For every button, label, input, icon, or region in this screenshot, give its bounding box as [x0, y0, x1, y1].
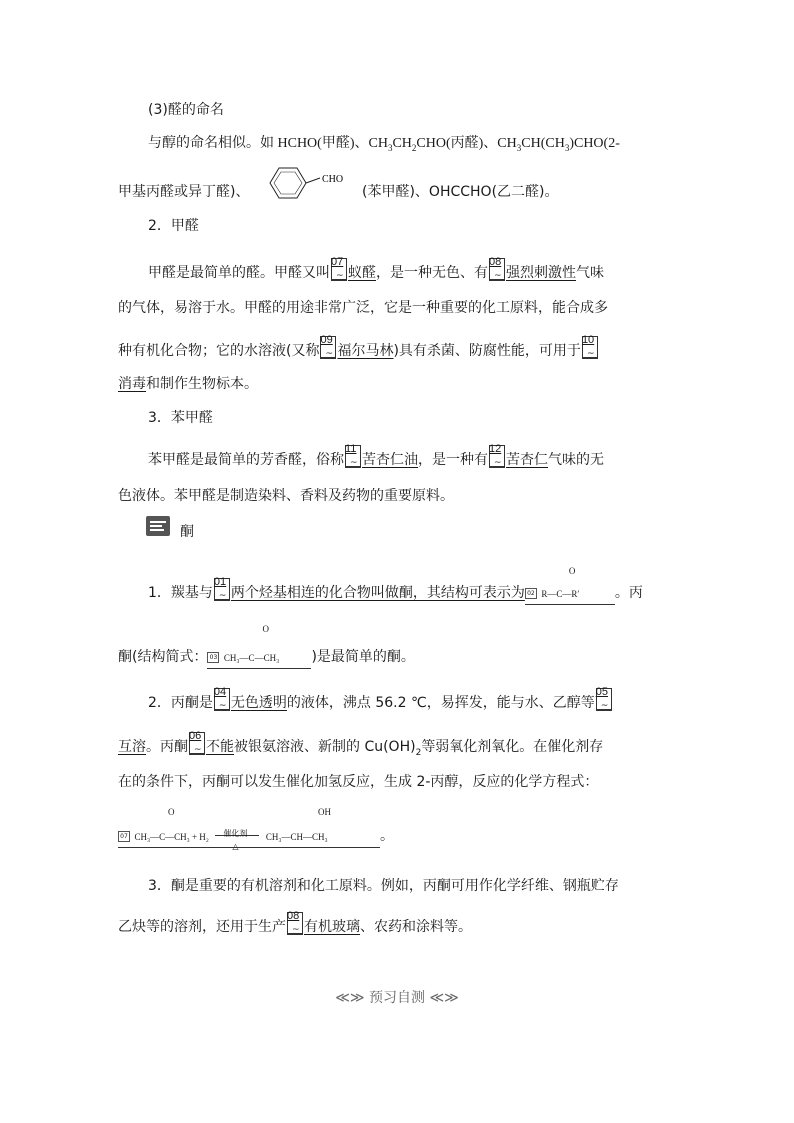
naming-text-2b: (苯甲醛)、OHCCHO(乙二醛)。: [362, 184, 559, 200]
blank-09[interactable]: 09 ~: [320, 336, 336, 359]
ketone-text-1: 1．羰基与 01 ~ 两个烃基相连的化合物叫做酮，其结构可表示为 02 R—C—R′ O 。丙: [148, 578, 643, 605]
blank-05[interactable]: 05 ~: [596, 688, 612, 711]
blank-06[interactable]: 06 ~: [189, 732, 205, 755]
ketone-text-2: 酮(结构简式： 03 CH₃—C—CH₃ O )是最简单的酮。: [118, 647, 415, 669]
formaldehyde-heading: 2．甲醛: [148, 218, 199, 234]
acetone-formula: 03 CH₃—C—CH₃ O: [207, 647, 311, 669]
formaldehyde-text-4: 消毒和制作生物标本。: [118, 376, 258, 392]
blank-04[interactable]: 04 ~: [214, 688, 230, 711]
ketone-heading: 酮: [180, 524, 194, 540]
benzaldehyde-text-2: 色液体。苯甲醛是制造染料、香料及药物的重要原料。: [118, 488, 454, 504]
blank-07[interactable]: 07 ~: [331, 258, 347, 281]
formaldehyde-text-2: 的气体，易溶于水。甲醛的用途非常广泛，它是一种重要的化工原料，能合成多: [118, 300, 608, 316]
ketone-uses-text-2: 乙炔等的溶剂，还用于生产 08 ~ 有机玻璃、农药和涂料等。: [118, 910, 472, 935]
benzaldehyde-text-1: 苯甲醛是最简单的芳香醛，俗称 11 ~ 苦杏仁油，是一种有 12 ~ 苦杏仁气味的无: [148, 443, 604, 468]
svg-text:CHO: CHO: [322, 174, 344, 185]
section-icon: [146, 516, 170, 536]
blank-08b[interactable]: 08 ~: [287, 912, 303, 935]
section-footer: ≪≫ 预习自测 ≪≫: [335, 990, 459, 1006]
naming-text-2: 甲基丙醛或异丁醛)、: [118, 184, 250, 200]
hydrogenation-equation: 07 CH₃—C—CH₃ + H₂ O 催化剂 △ CH₃—CH—CH₃ OH 。: [118, 826, 394, 848]
blank-11[interactable]: 11 ~: [345, 445, 361, 468]
formaldehyde-text-3: 种有机化合物；它的水溶液(又称 09 ~ 福尔马林)具有杀菌、防腐性能，可用于 10 ~: [118, 336, 599, 361]
blank-01[interactable]: 01 ~: [214, 578, 230, 601]
acetone-text-1: 2．丙酮是 04 ~ 无色透明的液体，沸点 56.2 ℃，易挥发，能与水、乙醇等 05 ~: [148, 688, 613, 713]
blank-08[interactable]: 08 ~: [489, 258, 505, 281]
naming-text-1: 与醇的命名相似。如 HCHO(甲醛)、$CH_3CH_2CHO$(丙醛)、$CH_3CH(CH_3)CHO(2-$: [148, 136, 620, 153]
benzaldehyde-structure: [262, 163, 362, 203]
blank-12[interactable]: 12 ~: [489, 445, 505, 468]
ketone-uses-text-1: 3．酮是重要的有机溶剂和化工原料。例如，丙酮可用作化学纤维、钢瓶贮存: [148, 878, 619, 894]
formaldehyde-text-1: 甲醛是最简单的醛。甲醛又叫 07 ~ 蚁醛，是一种无色、有 08 ~ 强烈刺激性气味: [148, 256, 604, 281]
acetone-text-2: 互溶。丙酮 06 ~ 不能被银氨溶液、新制的 $Cu(OH)_2$等弱氧化剂氧化。在催化剂存: [118, 730, 604, 758]
acetone-text-3: 在的条件下，丙酮可以发生催化加氢反应，生成 2-丙醇，反应的化学方程式：: [118, 774, 599, 790]
benzaldehyde-heading: 3．苯甲醛: [148, 410, 213, 426]
naming-heading: (3)醛的命名: [148, 102, 224, 118]
ketone-general-formula: 02 R—C—R′ O: [525, 583, 615, 605]
blank-10[interactable]: 10 ~: [582, 336, 598, 359]
